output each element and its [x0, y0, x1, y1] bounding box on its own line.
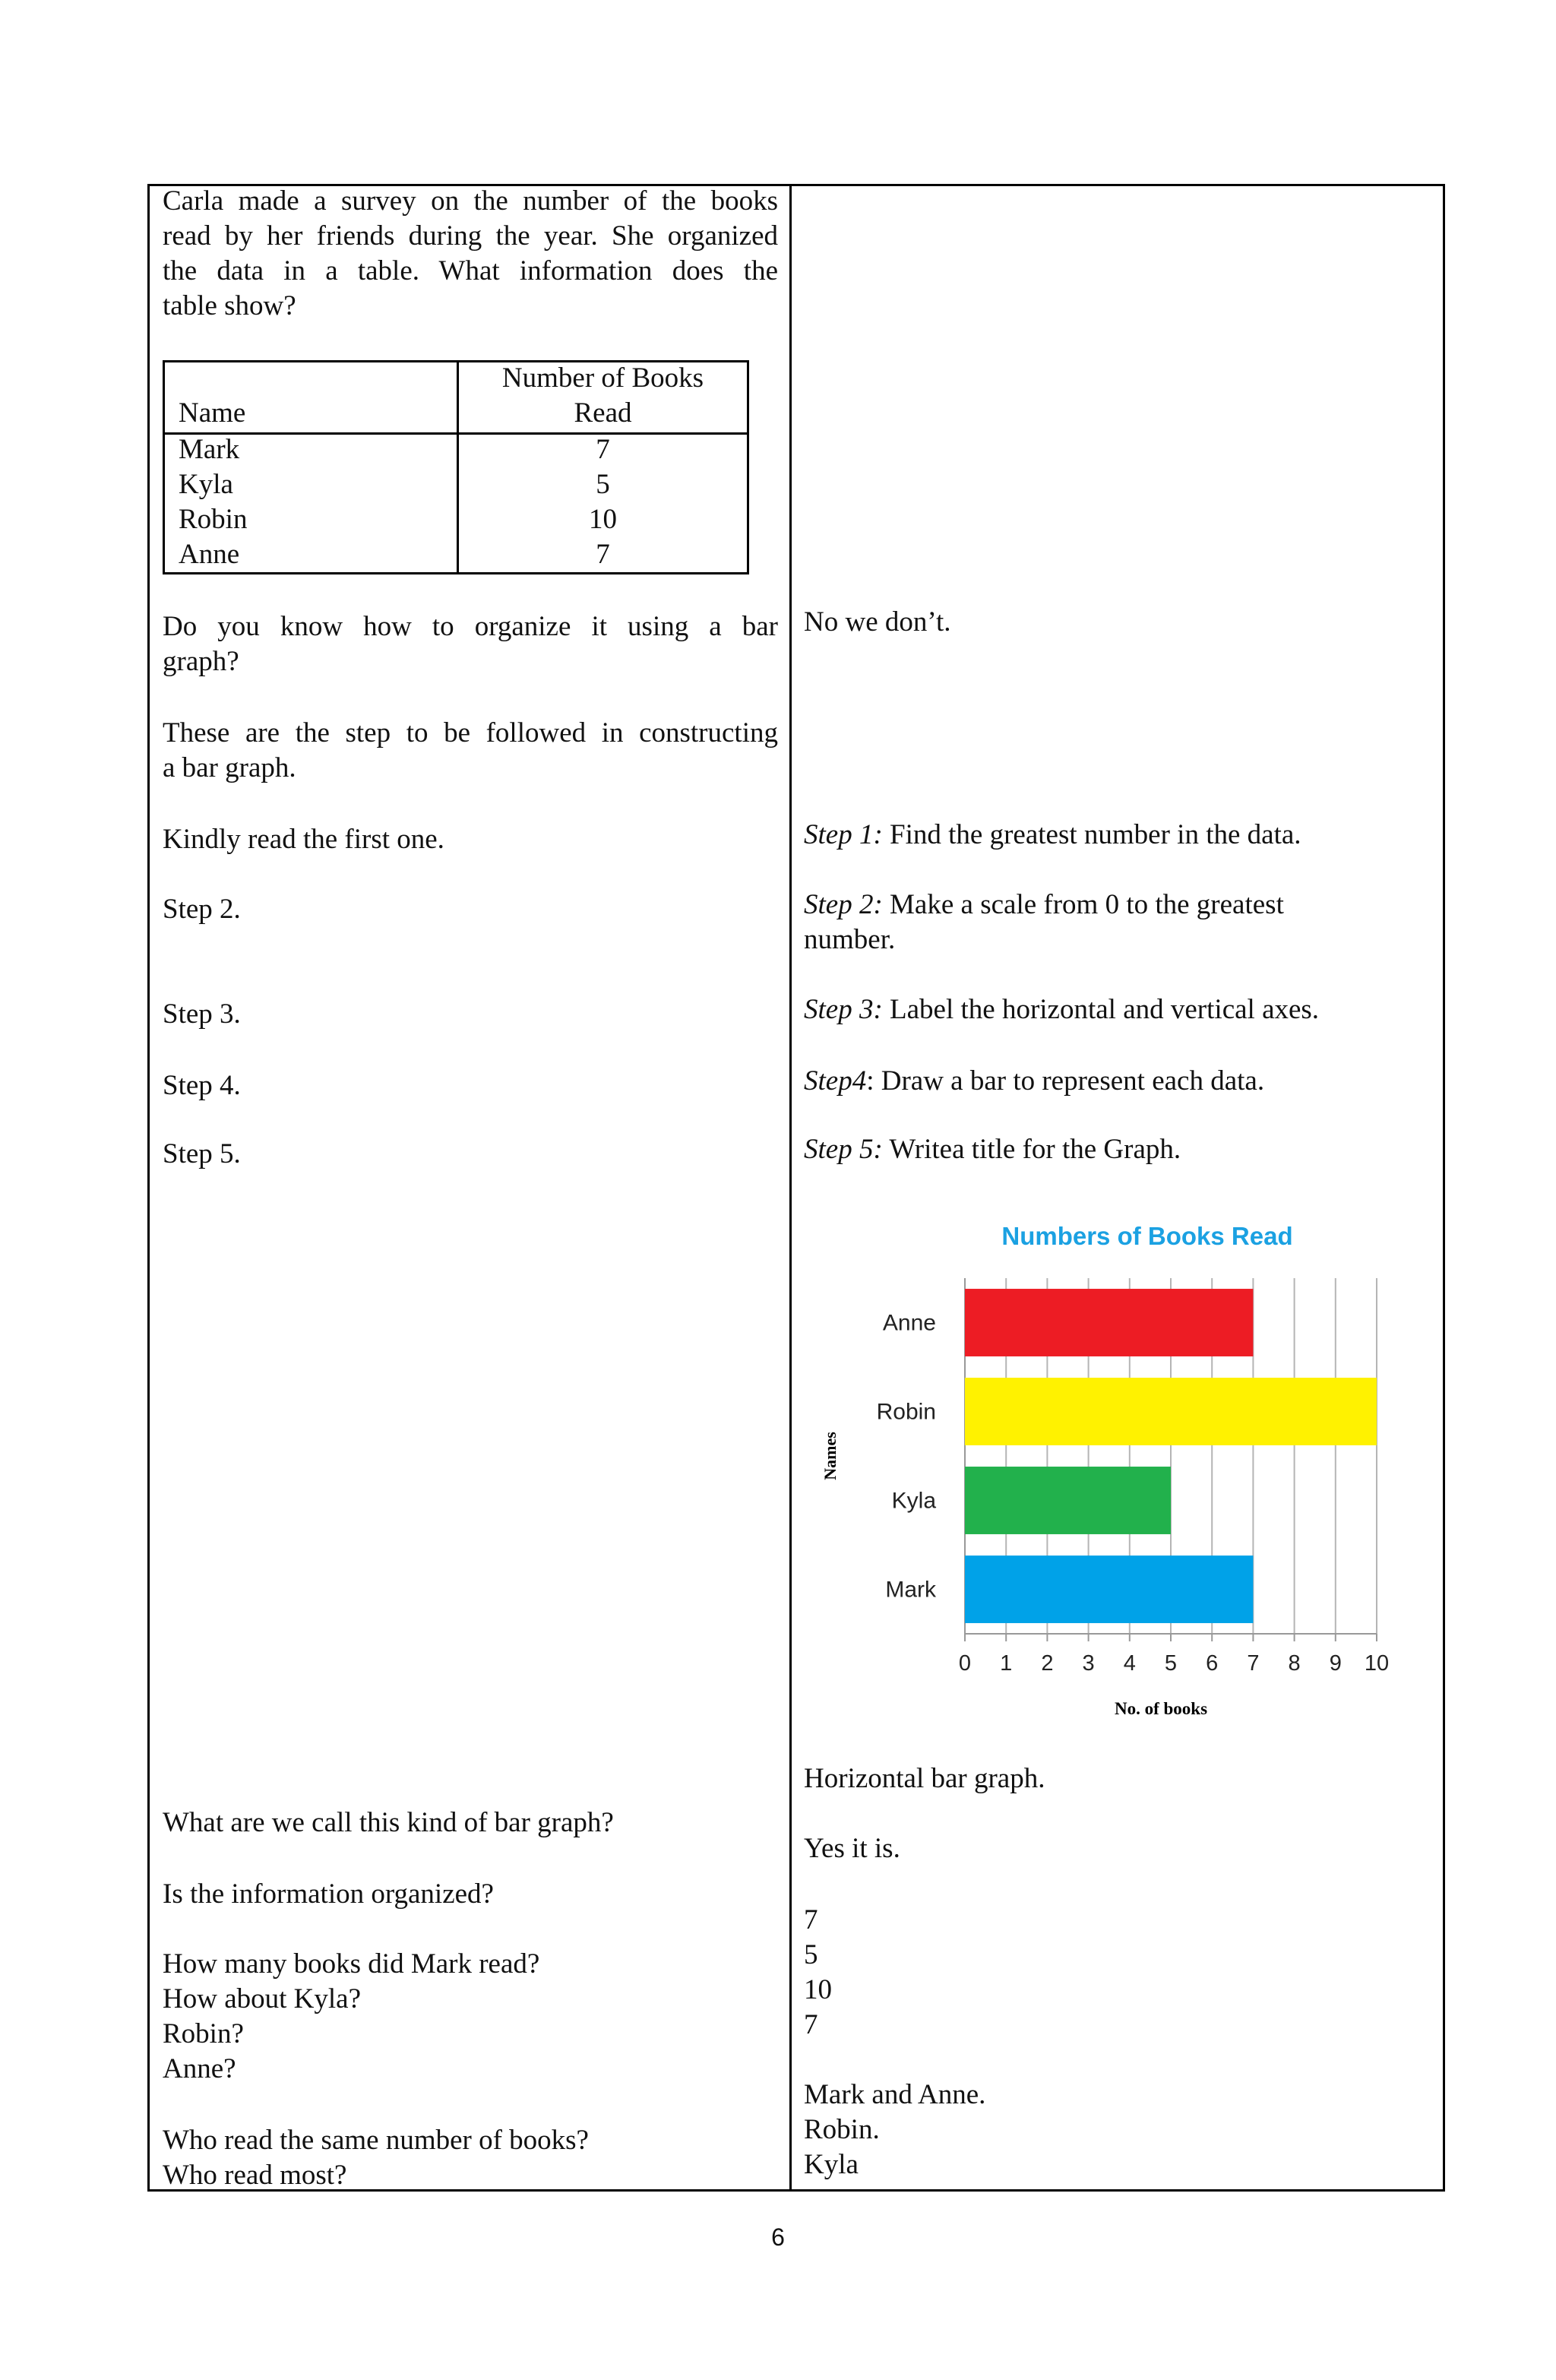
steps-intro-line-1: These are the step to be followed in constructing: [163, 717, 778, 748]
question-mark-books: How many books did Mark read?: [163, 1948, 540, 1980]
step-1-text: Find the greatest number in the data.: [882, 819, 1301, 850]
step-2-answer: [804, 888, 1284, 923]
intro-line-2: read by her friends during the year. She organized: [163, 220, 778, 252]
question-organize-line-1: Do you know how to organize it using a bar: [163, 611, 778, 642]
step-4-label: Step4: [804, 1065, 867, 1097]
chart-tick-label: 4: [1123, 1651, 1136, 1676]
chart-category-label: Anne: [882, 1310, 936, 1336]
step-2-label: Step 2:: [804, 889, 883, 920]
answer-kyla-books: 5: [804, 1939, 818, 1970]
question-kind-of-graph: What are we call this kind of bar graph?: [163, 1807, 614, 1838]
answer-robin-books: 10: [804, 1974, 832, 2005]
question-same-number: Who read the same number of books?: [163, 2125, 589, 2156]
question-read-most: Who read most?: [163, 2160, 347, 2191]
table-header-books-line2: Read: [574, 397, 632, 429]
table-row-name: Robin: [179, 504, 248, 535]
chart-tick-label: 5: [1164, 1651, 1178, 1676]
table-row-name: Mark: [179, 434, 240, 465]
books-data-table: [163, 360, 749, 574]
step-1-label: Step 1:: [804, 819, 883, 850]
chart-tick-label: 10: [1364, 1651, 1390, 1676]
step-1-answer: [804, 818, 1301, 853]
intro-line-1: Carla made a survey on the number of the books: [163, 185, 778, 217]
intro-line-4: table show?: [163, 290, 296, 321]
chart-tick-label: 3: [1082, 1651, 1095, 1676]
step-5-answer: [804, 1132, 1181, 1167]
table-row-books: 7: [596, 434, 610, 465]
chart-tick-label: 1: [1000, 1651, 1013, 1676]
chart-category-label: Mark: [885, 1577, 936, 1603]
answer-mark-books: 7: [804, 1904, 818, 1935]
column-divider: [789, 184, 792, 2192]
books-bar-chart-svg: [813, 1208, 1413, 1733]
chart-tick-label: 8: [1288, 1651, 1301, 1676]
page-number: 6: [771, 2223, 785, 2251]
question-kyla-books: How about Kyla?: [163, 1983, 361, 2014]
table-row-name: Kyla: [179, 469, 233, 500]
step-5-label: Step 5:: [804, 1134, 883, 1165]
step-5-prompt: Step 5.: [163, 1138, 241, 1169]
chart-y-axis-label: Names: [821, 1432, 840, 1480]
chart-tick-label: 6: [1206, 1651, 1219, 1676]
chart-tick-label: 2: [1041, 1651, 1054, 1676]
step-5-text: Writea title for the Graph.: [882, 1134, 1181, 1165]
step-2-prompt: Step 2.: [163, 894, 241, 925]
answer-organized: Yes it is.: [804, 1833, 900, 1864]
chart-category-label: Robin: [876, 1399, 936, 1425]
answer-read-least: Kyla: [804, 2149, 859, 2180]
read-first-prompt: Kindly read the first one.: [163, 824, 444, 855]
question-organize-line-2: graph?: [163, 646, 239, 677]
step-3-answer: [804, 992, 1319, 1027]
chart-tick-label: 7: [1247, 1651, 1260, 1676]
table-row-books: 7: [596, 539, 610, 570]
chart-title: Numbers of Books Read: [1001, 1222, 1293, 1250]
question-anne-books: Anne?: [163, 2053, 236, 2084]
step-2-answer-line-2: number.: [804, 924, 896, 955]
step-3-prompt: Step 3.: [163, 999, 241, 1030]
step-4-prompt: Step 4.: [163, 1070, 241, 1101]
step-2-text: Make a scale from 0 to the greatest: [882, 889, 1284, 920]
step-3-text: Label the horizontal and vertical axes.: [882, 994, 1320, 1025]
table-row-name: Anne: [179, 539, 240, 570]
step-4-text: : Draw a bar to represent each data.: [866, 1065, 1265, 1097]
table-header-books-line1: Number of Books: [501, 362, 704, 394]
chart-tick-label: 9: [1329, 1651, 1342, 1676]
chart-bar: [965, 1467, 1171, 1534]
answer-anne-books: 7: [804, 2009, 818, 2040]
chart-category-label: Kyla: [891, 1488, 936, 1514]
table-header-name: Name: [179, 397, 246, 429]
chart-bar: [965, 1378, 1377, 1445]
step-3-label: Step 3:: [804, 994, 883, 1025]
answer-same-number: Mark and Anne.: [804, 2079, 986, 2110]
answer-no-we-dont: No we don’t.: [804, 606, 951, 638]
intro-line-3: the data in a table. What information does the: [163, 255, 778, 286]
answer-kind-of-graph: Horizontal bar graph.: [804, 1763, 1045, 1794]
chart-bar: [965, 1556, 1253, 1623]
chart-tick-label: 0: [958, 1651, 972, 1676]
table-row-books: 10: [589, 504, 617, 535]
chart-x-axis-label: No. of books: [1114, 1699, 1208, 1718]
table-row-books: 5: [596, 469, 610, 500]
steps-intro-line-2: a bar graph.: [163, 752, 296, 783]
answer-read-most: Robin.: [804, 2114, 880, 2145]
chart-bar: [965, 1289, 1253, 1356]
books-bar-chart: [813, 1208, 1413, 1733]
question-organized: Is the information organized?: [163, 1878, 494, 1910]
step-4-answer: [804, 1064, 1264, 1099]
question-robin-books: Robin?: [163, 2018, 244, 2049]
